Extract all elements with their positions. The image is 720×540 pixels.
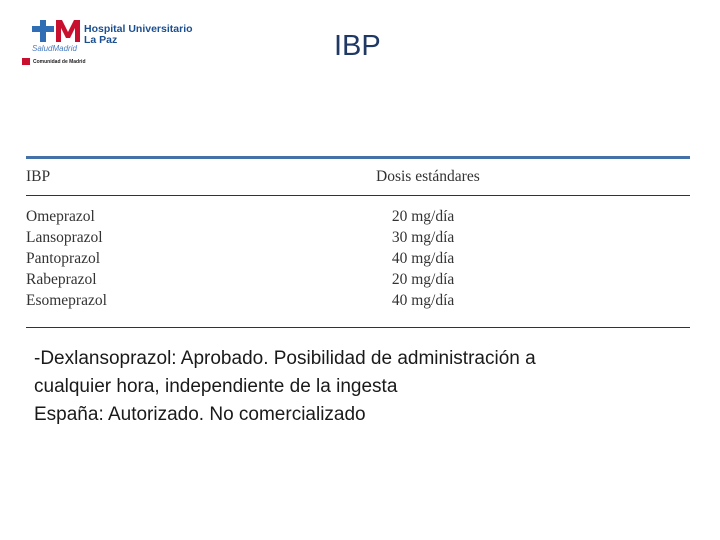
table-row — [26, 227, 690, 248]
drug-name: Rabeprazol — [26, 270, 97, 288]
table-row — [26, 290, 690, 311]
notes-text — [34, 345, 694, 429]
madrid-flag-icon — [22, 58, 30, 65]
drug-name: Esomeprazol — [26, 291, 107, 309]
note-line-1: -Dexlansoprazol: Aprobado. Posibilidad de administración a — [34, 348, 536, 369]
table-row — [26, 269, 690, 290]
hospital-name-line2: La Paz — [84, 34, 118, 46]
drug-name: Omeprazol — [26, 207, 95, 225]
drug-dose: 20 mg/día — [391, 270, 455, 288]
hospital-name-line1: Hospital Universitario — [84, 23, 193, 35]
hospital-logo — [22, 14, 192, 74]
drug-name: Lansoprazol — [26, 228, 103, 246]
table-body — [26, 196, 690, 328]
page-title: IBP — [334, 30, 381, 62]
salud-madrid-label: SaludMadrid — [32, 44, 77, 53]
comunidad-madrid-label: Comunidad de Madrid — [33, 58, 86, 65]
drug-dose: 30 mg/día — [391, 228, 455, 246]
table-row — [26, 206, 690, 227]
header-dosis: Dosis estándares — [376, 168, 480, 185]
header-ibp: IBP — [26, 168, 51, 185]
drug-dose: 40 mg/día — [391, 291, 455, 309]
table-row — [26, 248, 690, 269]
note-line-2: cualquier hora, independiente de la ingesta — [34, 376, 398, 397]
dose-table — [26, 156, 690, 328]
drug-name: Pantoprazol — [26, 249, 101, 267]
table-header-row — [26, 159, 690, 196]
comunidad-madrid-badge — [22, 58, 86, 65]
hospital-name — [84, 24, 193, 46]
note-line-3: España: Autorizado. No comercializado — [34, 404, 366, 425]
drug-dose: 40 mg/día — [391, 249, 455, 267]
drug-dose: 20 mg/día — [391, 207, 455, 225]
